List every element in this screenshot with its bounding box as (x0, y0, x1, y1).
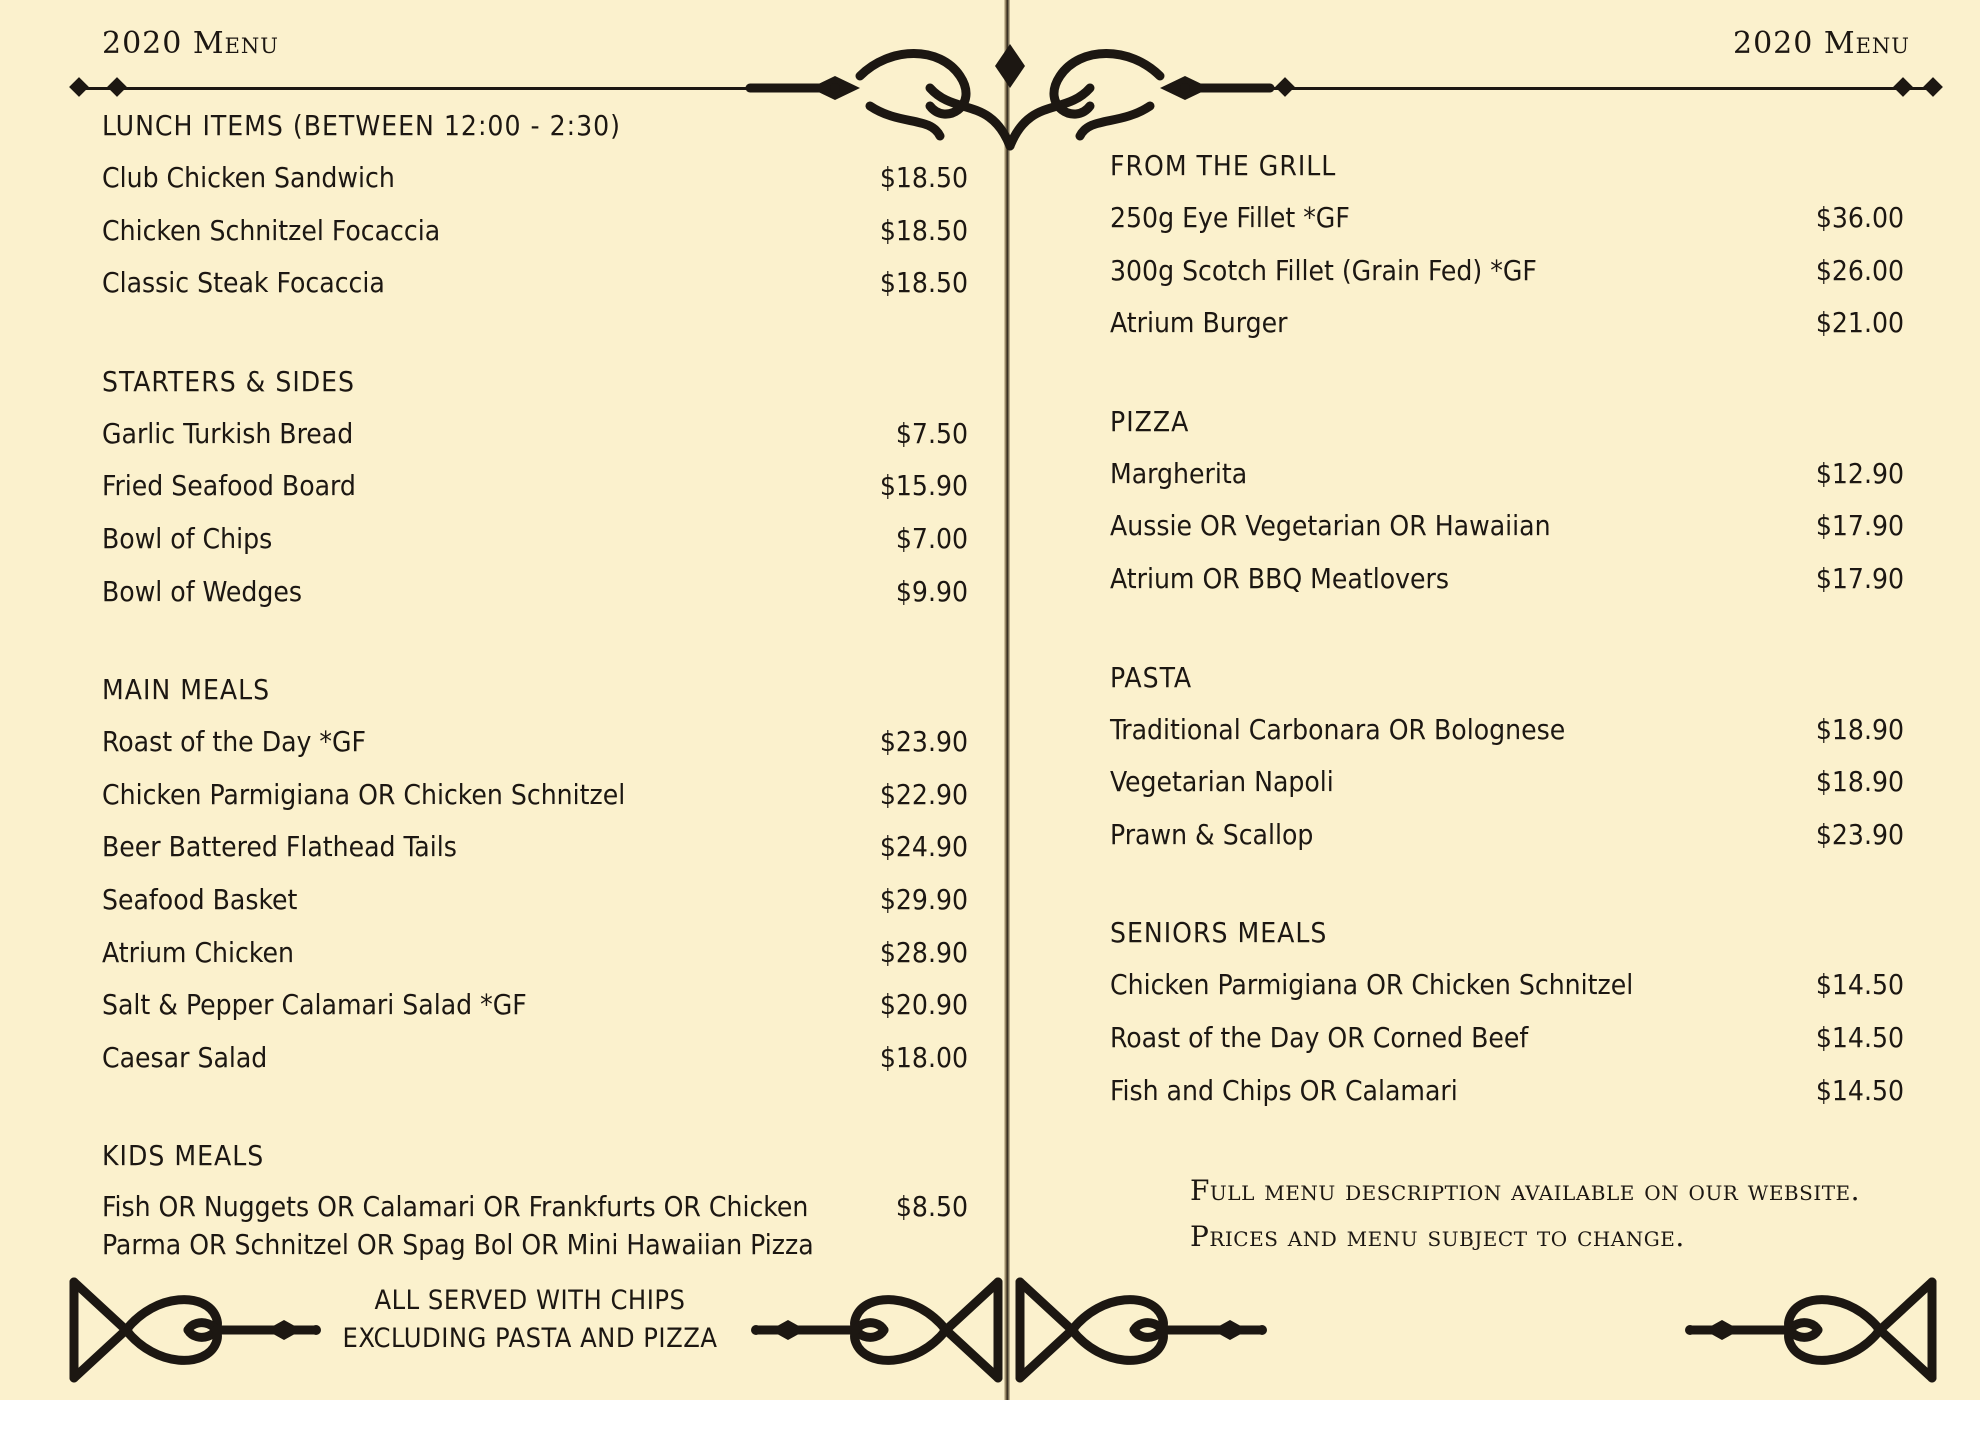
menu-item (102, 466, 968, 519)
item-name: 250g Eye Fillet *GF (1110, 201, 1350, 234)
item-price: $20.90 (879, 988, 968, 1022)
menu-item (1110, 762, 1904, 815)
item-price: $21.00 (1815, 306, 1904, 340)
item-price: $18.90 (1815, 765, 1904, 799)
item-name: Vegetarian Napoli (1110, 765, 1334, 799)
item-name: Chicken Parmigiana OR Chicken Schnitzel (1110, 968, 1634, 1002)
menu-item (1110, 1071, 1904, 1124)
corner-ornament-icon (746, 1272, 1006, 1388)
left-menu-column (102, 106, 968, 1310)
item-price: $18.50 (879, 213, 968, 247)
item-name: Atrium OR BBQ Meatlovers (1110, 561, 1450, 595)
right-menu-column (1110, 146, 1904, 1169)
menu-item (1110, 454, 1904, 507)
menu-item (102, 880, 968, 933)
menu-section-main-meals (102, 670, 968, 1090)
menu-item (102, 158, 968, 211)
section-title: SENIORS MEALS (1110, 916, 1328, 950)
item-name: Garlic Turkish Bread (102, 416, 354, 450)
item-price: $29.90 (879, 882, 968, 916)
menu-item (102, 519, 968, 572)
menu-disclaimer: Full menu description available on our website. Prices and menu subject to change. (1190, 1174, 1861, 1253)
item-price: $8.50 (895, 1190, 968, 1224)
section-title: MAIN MEALS (102, 673, 271, 707)
corner-ornament-icon (1680, 1272, 1940, 1388)
menu-section-starters (102, 362, 968, 624)
left-header-rule (74, 87, 754, 90)
item-name: Chicken Parmigiana OR Chicken Schnitzel (102, 777, 626, 811)
item-price: $7.00 (895, 521, 968, 555)
right-header-rule (1245, 87, 1935, 90)
menu-item (1110, 303, 1904, 356)
item-price: $17.90 (1815, 509, 1904, 543)
menu-item (102, 1038, 968, 1091)
item-name: Bowl of Chips (102, 521, 273, 555)
page-fold (1004, 0, 1010, 1400)
item-name: Classic Steak Focaccia (102, 266, 385, 300)
item-price: $18.50 (879, 161, 968, 194)
item-name: Caesar Salad (102, 1040, 268, 1074)
menu-item (102, 933, 968, 986)
item-price: $9.90 (895, 574, 968, 608)
menu-item (1110, 965, 1904, 1018)
item-name: Club Chicken Sandwich (102, 161, 395, 194)
item-name: Traditional Carbonara OR Bolognese (1110, 712, 1566, 746)
item-name: Atrium Burger (1110, 306, 1288, 340)
item-price: $24.90 (879, 830, 968, 864)
item-price: $23.90 (879, 725, 968, 759)
left-page-title: 2020 Menu (102, 26, 280, 61)
menu-item (102, 572, 968, 625)
menu-item (102, 263, 968, 316)
item-price: $7.50 (895, 416, 968, 450)
corner-ornament-icon (1012, 1272, 1272, 1388)
item-price: $23.90 (1815, 817, 1904, 851)
item-name: Bowl of Wedges (102, 574, 302, 608)
item-name: Seafood Basket (102, 882, 298, 916)
menu-item (102, 1188, 968, 1264)
menu-item (102, 211, 968, 264)
item-price: $14.50 (1815, 1020, 1904, 1054)
item-name: Roast of the Day OR Corned Beef (1110, 1020, 1529, 1054)
item-name: Chicken Schnitzel Focaccia (102, 213, 441, 247)
item-name: Fried Seafood Board (102, 469, 356, 503)
menu-section-pizza (1110, 402, 1904, 612)
item-price: $36.00 (1815, 201, 1904, 234)
menu-item (1110, 506, 1904, 559)
item-name: Fish OR Nuggets OR Calamari OR Frankfurts OR Chicken Parma OR Schnitzel OR Spag Bol OR Mini Hawaiian Pizza (102, 1190, 814, 1262)
menu-item (1110, 710, 1904, 763)
item-price: $14.50 (1815, 968, 1904, 1002)
item-price: $15.90 (879, 469, 968, 503)
section-title: FROM THE GRILL (1110, 149, 1337, 182)
section-title: STARTERS & SIDES (102, 364, 356, 398)
item-name: 300g Scotch Fillet (Grain Fed) *GF (1110, 253, 1537, 287)
item-price: $14.50 (1815, 1073, 1904, 1107)
menu-item (1110, 559, 1904, 612)
menu-section-grill (1110, 146, 1904, 356)
menu-section-kids-meals (102, 1136, 968, 1264)
item-name: Roast of the Day *GF (102, 725, 367, 759)
menu-item (102, 827, 968, 880)
item-price: $18.00 (879, 1040, 968, 1074)
item-price: $17.90 (1815, 561, 1904, 595)
menu-section-lunch (102, 106, 968, 316)
menu-item (102, 775, 968, 828)
menu-item (1110, 251, 1904, 304)
section-title: PASTA (1110, 660, 1193, 694)
menu-item (102, 722, 968, 775)
item-price: $18.90 (1815, 712, 1904, 746)
served-with-chips-note: ALL SERVED WITH CHIPS EXCLUDING PASTA AND PIZZA (342, 1285, 718, 1354)
menu-section-pasta (1110, 658, 1904, 868)
corner-ornament-icon (66, 1272, 326, 1388)
item-name: Prawn & Scallop (1110, 817, 1314, 851)
right-page-title: 2020 Menu (1732, 26, 1910, 61)
item-name: Atrium Chicken (102, 935, 294, 969)
menu-section-seniors-meals (1110, 913, 1904, 1123)
item-name: Beer Battered Flathead Tails (102, 830, 457, 864)
item-name: Salt & Pepper Calamari Salad *GF (102, 988, 527, 1022)
item-price: $22.90 (879, 777, 968, 811)
menu-item (1110, 1018, 1904, 1071)
item-name: Aussie OR Vegetarian OR Hawaiian (1110, 509, 1551, 543)
item-name: Fish and Chips OR Calamari (1110, 1073, 1458, 1107)
item-price: $26.00 (1815, 253, 1904, 287)
item-price: $18.50 (879, 266, 968, 300)
section-title: LUNCH ITEMS (BETWEEN 12:00 - 2:30) (102, 109, 621, 142)
item-name: Margherita (1110, 456, 1248, 490)
item-price: $12.90 (1815, 456, 1904, 490)
section-title: PIZZA (1110, 404, 1190, 438)
item-price: $28.90 (879, 935, 968, 969)
menu-item (102, 985, 968, 1038)
menu-item (1110, 198, 1904, 251)
menu-item (102, 414, 968, 467)
section-title: KIDS MEALS (102, 1139, 265, 1173)
menu-item (1110, 815, 1904, 868)
